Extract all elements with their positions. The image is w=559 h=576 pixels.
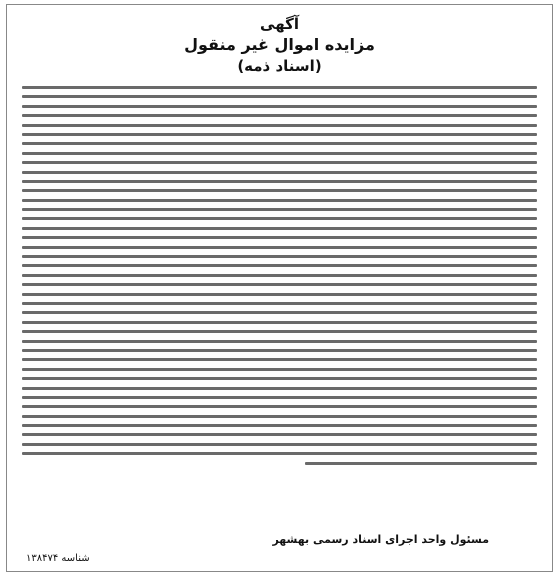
notice-title: مزایده اموال غیر منقول: [184, 35, 375, 54]
signature: مسئول واحد اجرای اسناد رسمی بهشهر: [272, 533, 489, 546]
text-line-placeholder: [22, 217, 537, 220]
text-line-placeholder: [305, 462, 537, 465]
text-line-placeholder: [22, 208, 537, 211]
text-line-placeholder: [22, 293, 537, 296]
notice-label: آگهی: [260, 15, 299, 33]
text-line-placeholder: [22, 302, 537, 305]
text-line-placeholder: [22, 142, 537, 145]
notice-body-placeholder: [22, 86, 537, 486]
text-line-placeholder: [22, 114, 537, 117]
text-line-placeholder: [22, 124, 537, 127]
text-line-placeholder: [22, 443, 537, 446]
text-line-placeholder: [22, 161, 537, 164]
text-line-placeholder: [22, 340, 537, 343]
text-line-placeholder: [22, 377, 537, 380]
text-line-placeholder: [22, 95, 537, 98]
text-line-placeholder: [22, 227, 537, 230]
text-line-placeholder: [22, 236, 537, 239]
text-line-placeholder: [22, 452, 537, 455]
text-line-placeholder: [22, 274, 537, 277]
text-line-placeholder: [22, 283, 537, 286]
text-line-placeholder: [22, 433, 537, 436]
text-line-placeholder: [22, 387, 537, 390]
text-line-placeholder: [22, 264, 537, 267]
notice-subtitle: (اسناد ذمه): [237, 57, 322, 75]
text-line-placeholder: [22, 105, 537, 108]
text-line-placeholder: [22, 358, 537, 361]
text-line-placeholder: [22, 424, 537, 427]
text-line-placeholder: [22, 349, 537, 352]
text-line-placeholder: [22, 405, 537, 408]
text-line-placeholder: [22, 368, 537, 371]
text-line-placeholder: [22, 246, 537, 249]
text-line-placeholder: [22, 180, 537, 183]
text-line-placeholder: [22, 321, 537, 324]
text-line-placeholder: [22, 415, 537, 418]
text-line-placeholder: [22, 189, 537, 192]
text-line-placeholder: [22, 311, 537, 314]
text-line-placeholder: [22, 133, 537, 136]
text-line-placeholder: [22, 171, 537, 174]
text-line-placeholder: [22, 255, 537, 258]
notice-code: شناسه ۱۳۸۴۷۴: [26, 553, 90, 564]
text-line-placeholder: [22, 199, 537, 202]
text-line-placeholder: [22, 330, 537, 333]
text-line-placeholder: [22, 396, 537, 399]
text-line-placeholder: [22, 86, 537, 89]
text-line-placeholder: [22, 152, 537, 155]
